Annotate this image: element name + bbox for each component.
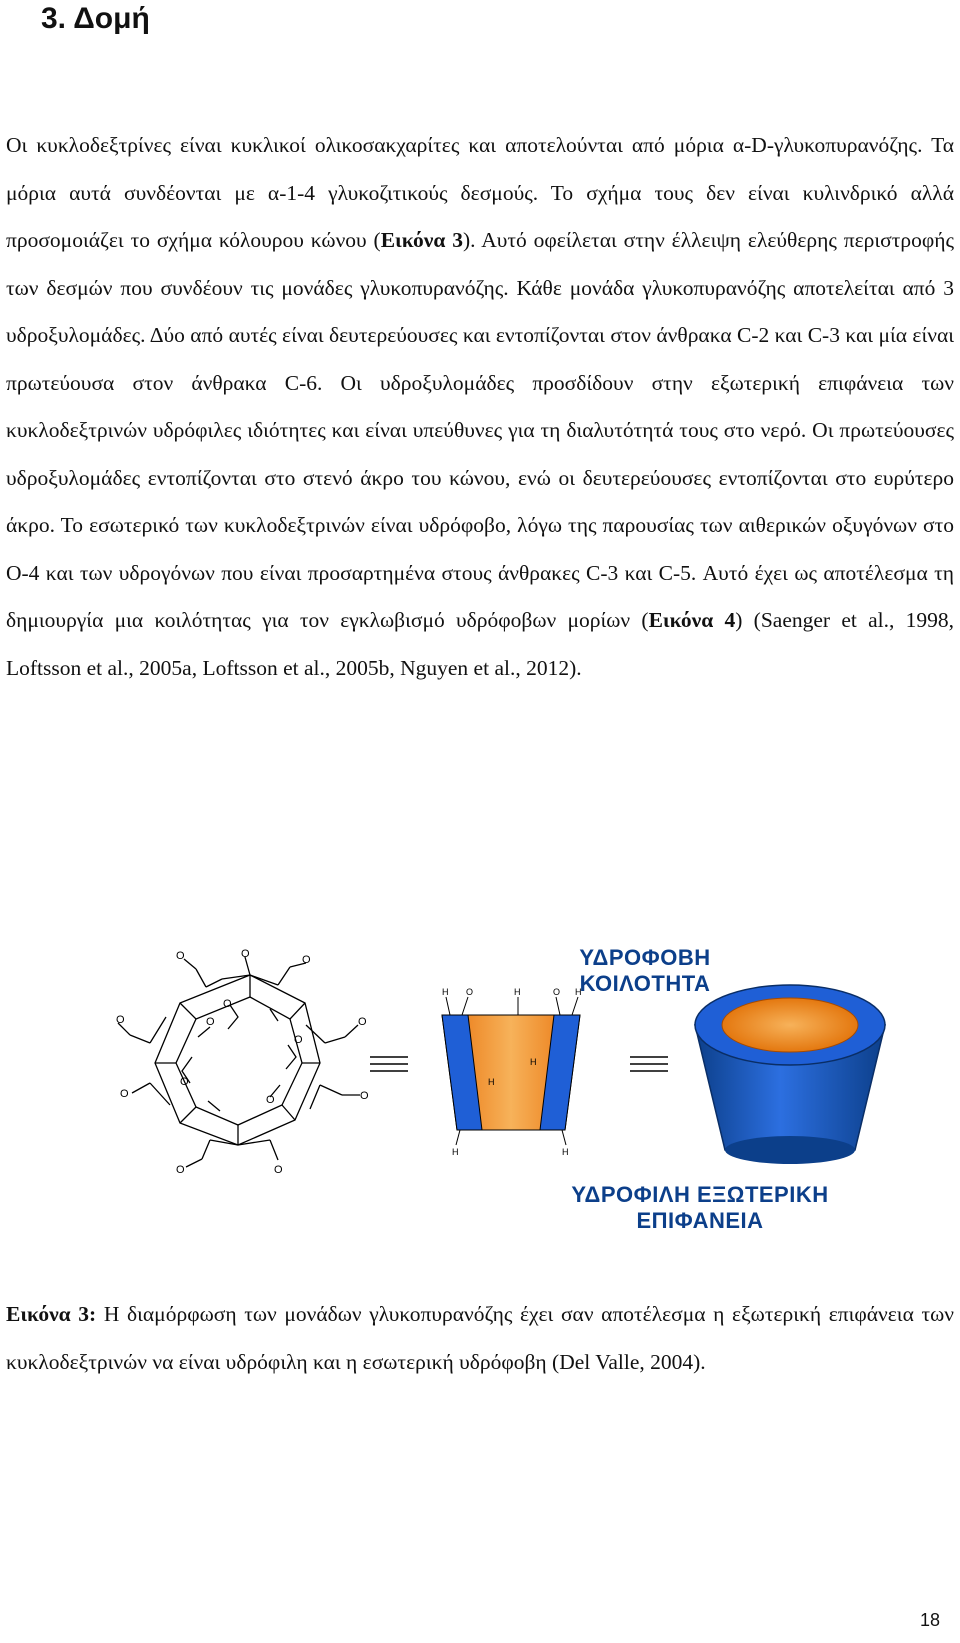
cone-3d: [695, 985, 885, 1164]
svg-text:O: O: [274, 1164, 283, 1176]
label-line: ΕΠΙΦΑΝΕΙΑ: [636, 1208, 764, 1233]
svg-text:H: H: [452, 1147, 459, 1157]
svg-text:H: H: [442, 987, 449, 997]
svg-text:O: O: [176, 950, 185, 962]
page-number: 18: [919, 1610, 940, 1630]
equivalence-sign: [370, 1057, 408, 1071]
svg-text:H: H: [530, 1057, 537, 1067]
equivalence-sign: [630, 1057, 668, 1071]
svg-text:O: O: [294, 1034, 303, 1046]
svg-text:O: O: [360, 1090, 369, 1102]
svg-text:O: O: [266, 1094, 275, 1106]
molecule-atom-labels: [116, 948, 369, 1176]
paragraph-text-2: ). Αυτό οφείλεται στην έλλειψη ελεύθερης περιστροφής των δεσμών που συνδέουν τις μονάδες γλυκοπυρανόζης. Κάθε μονάδα γλυκοπυρανόζης αποτελείται από 3 υδροξυλομάδες. Δύο από αυτές είναι δευτερεύουσες και εντοπίζονται στον άνθρακα C-2 και C-3 και μία είναι πρωτεύουσα στον άνθρακα C-6. Οι υδροξυλομάδες προσδίδουν στην εξωτερική επιφάνεια των κυκλοδεξτρινών υδρόφιλες ιδιότητες και είναι υπεύθυνες για τη διαλυτότητά τους στο νερό. Οι πρωτεύουσες υδροξυλομάδες εντοπίζονται στο στενό άκρο του κώνου, ενώ οι δευτερεύουσες εντοπίζονται στο ευρύτερο άκρο. Το εσωτερικό των κυκλοδεξτρινών είναι υδρόφοβο, λόγω της παρουσίας των αιθερικών οξυγόνων στο Ο-4 και των υδρογόνων που είναι προσαρτημένα στους άνθρακες C-3 και C-5. Αυτό έχει ως αποτέλεσμα τη δημιουργία μια κοιλότητας για τον εγκλωβισμό υδρόφοβων μορίων (: [6, 228, 954, 632]
svg-text:H: H: [562, 1147, 569, 1157]
svg-text:H: H: [488, 1077, 495, 1087]
figure-reference: Εικόνα 4: [648, 608, 736, 632]
svg-text:H: H: [575, 987, 582, 997]
caption-text: Η διαμόρφωση των μονάδων γλυκοπυρανόζης έχει σαν αποτέλεσμα η εξωτερική επιφάνεια των κυκλοδεξτρινών να είναι υδρόφιλη και η εσωτερική υδρόφοβη (Del Valle, 2004).: [6, 1302, 954, 1374]
paragraph-text-3: ) (Saenger et al., 1998, Loftsson et al., 2005a, Loftsson et al., 2005b, Nguyen et al., 2012).: [6, 608, 954, 680]
figure-caption: [6, 1290, 954, 1386]
svg-text:O: O: [176, 1164, 185, 1176]
paragraph-text-1: Οι κυκλοδεξτρίνες είναι κυκλικοί ολικοσακχαρίτες και αποτελούνται από μόρια α-D-γλυκοπυρανόζης. Τα μόρια αυτά συνδέονται με α-1-4 γλυκοζιτικούς δεσμούς. Το σχήμα τους δεν είναι κυλινδρικό αλλά προσομοιάζει το σχήμα κόλουρου κώνου (: [6, 133, 954, 252]
svg-text:O: O: [116, 1014, 125, 1026]
svg-text:O: O: [180, 1076, 189, 1088]
caption-label: Εικόνα 3:: [6, 1302, 97, 1326]
label-line: ΥΔΡΟΦΟΒΗ: [579, 945, 711, 970]
cyclodextrin-figure: [110, 945, 930, 1245]
svg-text:O: O: [553, 987, 561, 997]
molecule-ring: [118, 957, 360, 1167]
svg-text:O: O: [241, 948, 250, 960]
svg-text:O: O: [358, 1016, 367, 1028]
cone-cross-section: [442, 987, 582, 1157]
svg-text:O: O: [120, 1088, 129, 1100]
body-paragraph: [6, 122, 954, 692]
hydrophilic-surface-label: [550, 1182, 850, 1234]
svg-text:O: O: [206, 1016, 215, 1028]
label-line: ΥΔΡΟΦΙΛΗ ΕΞΩΤΕΡΙΚΗ: [571, 1182, 829, 1207]
label-line: ΚΟΙΛΟΤΗΤΑ: [579, 971, 711, 996]
svg-text:H: H: [514, 987, 521, 997]
section-heading: 3. Δομή: [41, 2, 150, 35]
hydrophobic-cavity-label: [525, 945, 765, 997]
svg-text:O: O: [302, 954, 311, 966]
svg-text:O: O: [466, 987, 474, 997]
figure-reference: Εικόνα 3: [380, 228, 463, 252]
svg-text:O: O: [223, 998, 232, 1010]
